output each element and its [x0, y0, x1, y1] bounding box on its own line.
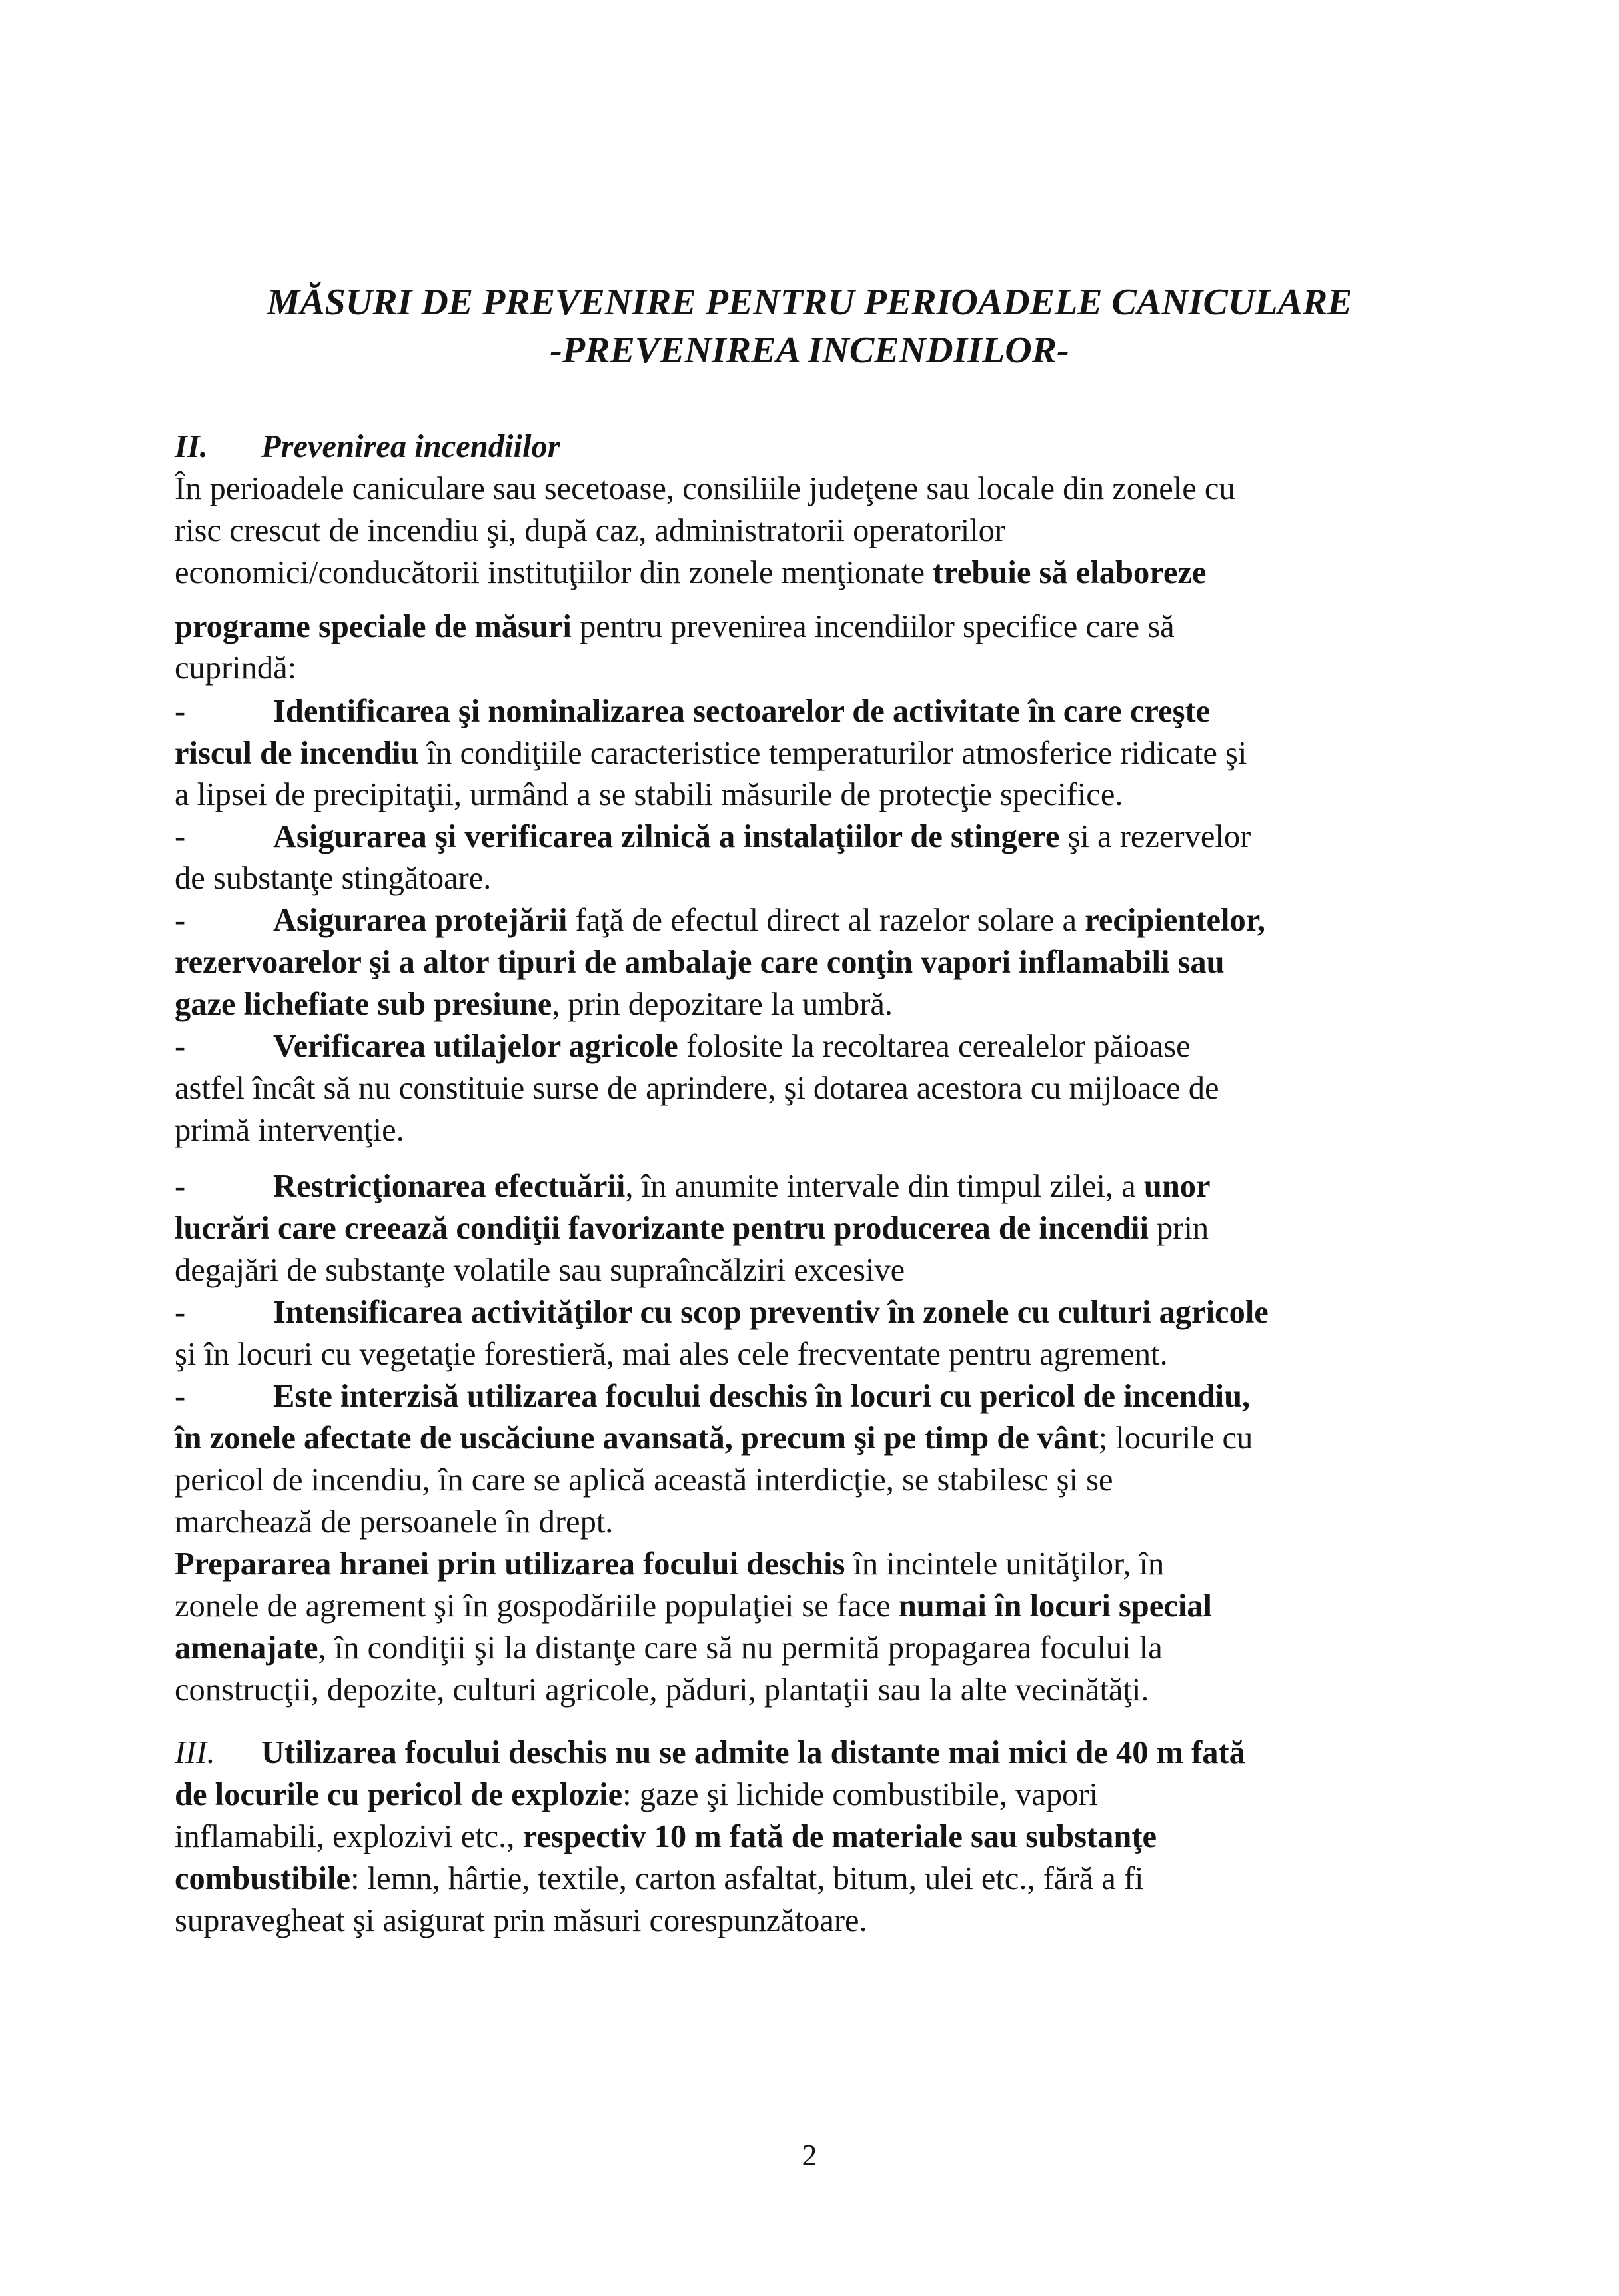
bullet-dash: - — [175, 1295, 186, 1330]
list-item-line: în zonele afectate de uscăciune avansată, precum şi pe timp de vânt; locurile cu — [175, 1421, 1253, 1456]
bullet-dash: - — [175, 1379, 186, 1414]
list-item-line: lucrări care creează condiţii favorizante pentru producerea de incendii prin — [175, 1211, 1209, 1246]
food-paragraph-line: amenajate, în condiţii şi la distanţe care să nu permită propagarea focului la — [175, 1630, 1163, 1666]
section-3-line: inflamabili, explozivi etc., respectiv 10 m fată de materiale sau substanţe — [175, 1819, 1157, 1854]
intro-line: risc crescut de incendiu şi, după caz, administratorii operatorilor — [175, 513, 1006, 548]
food-paragraph-line: construcţii, depozite, culturi agricole, păduri, plantaţii sau la alte vecinătăţi. — [175, 1672, 1149, 1708]
bullet-dash: - — [175, 819, 186, 854]
list-item: - Este interzisă utilizarea focului deschis în locuri cu pericol de incendiu, — [175, 1376, 1474, 1417]
bullet-dash: - — [175, 694, 186, 729]
bullet-dash: - — [175, 903, 186, 938]
document-title-line-2: -PREVENIREA INCENDIILOR- — [550, 330, 1069, 371]
section-2-heading — [175, 426, 1474, 468]
section-2-number: II. — [175, 429, 208, 464]
list-item: - Intensificarea activităţilor cu scop preventiv în zonele cu culturi agricole — [175, 1292, 1474, 1333]
list-item-line: riscul de incendiu în condiţiile caracteristice temperaturilor atmosferice ridicate şi — [175, 736, 1247, 771]
list-item: - Asigurarea şi verificarea zilnică a instalaţiilor de stingere şi a rezervelor — [175, 816, 1474, 858]
list-item: - Restricţionarea efectuării, în anumite intervale din timpul zilei, a unor — [175, 1166, 1474, 1207]
intro-line: programe speciale de măsuri pentru prevenirea incendiilor specifice care să — [175, 609, 1175, 644]
list-item-line: pericol de incendiu, în care se aplică această interdicţie, se stabilesc şi se — [175, 1462, 1113, 1498]
list-item: - Verificarea utilajelor agricole folosite la recoltarea cerealelor păioase — [175, 1026, 1474, 1067]
list-item-line: degajări de substanţe volatile sau supraîncălziri excesive — [175, 1253, 905, 1288]
list-item-line: şi în locuri cu vegetaţie forestieră, mai ales cele frecventate pentru agrement. — [175, 1337, 1168, 1372]
food-paragraph-line: zonele de agrement şi în gospodăriile populaţiei se face numai în locuri special — [175, 1588, 1213, 1624]
list-item-line: marchează de persoanele în drept. — [175, 1504, 614, 1540]
bullet-dash: - — [175, 1029, 186, 1064]
list-item: - Identificarea şi nominalizarea sectoarelor de activitate în care creşte — [175, 691, 1474, 732]
section-3-line: supravegheat şi asigurat prin măsuri corespunzătoare. — [175, 1903, 867, 1938]
list-item: - Asigurarea protejării faţă de efectul direct al razelor solare a recipientelor, — [175, 900, 1474, 941]
document-title-line-1: MĂSURI DE PREVENIRE PENTRU PERIOADELE CANICULARE — [267, 282, 1352, 323]
section-3-line: combustibile: lemn, hârtie, textile, carton asfaltat, bitum, ulei etc., fără a fi — [175, 1861, 1144, 1896]
intro-line: cuprindă: — [175, 650, 297, 686]
list-item-line: primă intervenţie. — [175, 1113, 404, 1148]
list-item-line: rezervoarelor şi a altor tipuri de ambalaje care conţin vapori inflamabili sau — [175, 945, 1225, 980]
intro-line: În perioadele caniculare sau secetoase, consiliile judeţene sau locale din zonele cu — [175, 471, 1235, 506]
bullet-dash: - — [175, 1169, 186, 1204]
section-3-line: III. Utilizarea focului deschis nu se admite la distante mai mici de 40 m fată — [175, 1732, 1474, 1774]
section-3-line: de locurile cu pericol de explozie: gaze şi lichide combustibile, vapori — [175, 1777, 1098, 1812]
list-item-line: a lipsei de precipitaţii, urmând a se stabili măsurile de protecţie specifice. — [175, 777, 1123, 812]
list-item-line: de substanţe stingătoare. — [175, 861, 492, 896]
section-3-number: III. — [175, 1735, 215, 1770]
intro-line: economici/conducătorii instituţiilor din zonele menţionate trebuie să elaboreze — [175, 555, 1207, 590]
section-2-title: Prevenirea incendiilor — [261, 429, 560, 464]
list-item-line: gaze lichefiate sub presiune, prin depozitare la umbră. — [175, 987, 893, 1022]
food-paragraph-line: Prepararea hranei prin utilizarea focului deschis în incintele unităţilor, în — [175, 1546, 1165, 1582]
list-item-line: astfel încât să nu constituie surse de aprindere, şi dotarea acestora cu mijloace de — [175, 1071, 1219, 1106]
page-number: 2 — [802, 2138, 817, 2172]
